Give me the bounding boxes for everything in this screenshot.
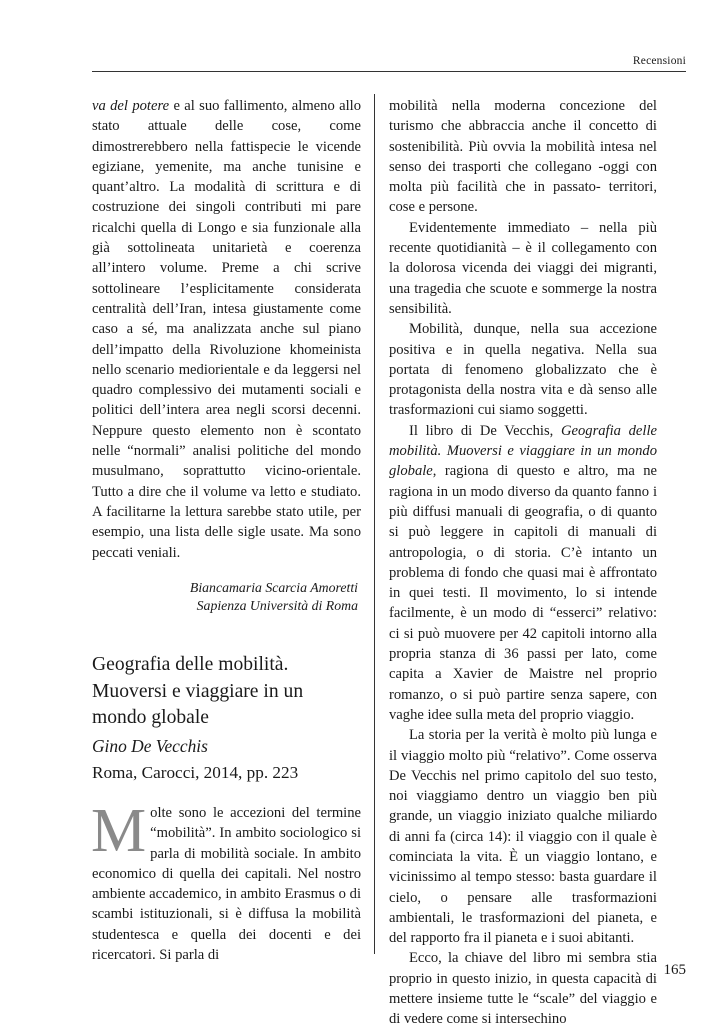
right-paragraph: mobilità nella moderna concezione del turismo che abbraccia anche il concetto di sostenibilità. Più ovvia la mobilità intesa nel senso dei trasporti che collegano -oggi con molta più facilità che in passato- territori, cose e persone. [389,98,657,216]
book-publication: Roma, Carocci, 2014, pp. 223 [92,762,299,782]
book-title-line: Geografia delle mobilità. [92,654,289,675]
review-opening [91,797,361,965]
book-title-inline: Geografia delle mobilità. Muoversi e viaggiare in un mondo globale [389,422,657,480]
review-opening-text: olte sono le accezioni del termine “mobilità”. In ambito sociologico si parla di mobilità sociale. In ambito economico di quella dei capitali. Nel nostro ambiente accademico, in ambito Erasmus o di scambi istituzionali, si è diffusa la mobilità studentesca e quella dei docenti e dei ricercatori. Si parla di [92,805,361,964]
left-paragraph [92,96,361,563]
left-paragraph-text: e al suo fallimento, almeno allo stato attuale delle cose, come dimostrerebbero nella fattispecie le vicende egiziane, yemenite, ma anche tunisine e quant’altro. La modalità di scrittura e di costruzione dei singoli contributi mi pare ricalchi quella di Longo e sia funzionale alla già sottolineata unitarietà e coerenza all’intero volume. Preme a chi scrive sottolineare l’esplicitamente considerata centralità dell’Iran, intesa giustamente come caso a sé, ma analizzata anche sul piano dell’impatto della Rivoluzione khomeinista nello scenario mediorientale e da leggersi nel quadro complessivo dei mutamenti sociali e politici dell’intera area negli scorsi decenni. Neppure questo elemento non è scontato nelle “normali” analisi politiche del mondo musulmano, soprattutto vicino-orientale. Tutto a dire che il volume va letto e studiato. A facilitarne la lettura sarebbe stato utile, per esempio, una lista delle sigle usate. Ma sono peccati veniali. [92,98,361,561]
drop-cap: M [91,797,147,865]
book-title [92,652,372,732]
signature-affiliation: Sapienza Università di Roma [196,598,358,614]
running-header: Recensioni [632,55,686,67]
book-heading [92,652,372,785]
page-number: 165 [663,962,686,978]
p4-before: Il libro di De Vecchis, [409,422,561,439]
header-rule [92,71,686,72]
p4-after: , ragiona di questo e altro, ma ne ragiona in un modo diverso da quanto fanno i più diffusi manuali di geografia, o di quanto si può leggere in capitoli di manuali di antropologia, o di storia. C’è intanto un problema di fondo che quasi mai è affrontato in quei testi. Il movimento, lo si intende facilmente, è un modo di “esserci” relativo: ci si può muovere per 42 capitoli intorno alla propria stanza di 36 passi per lato, come capita a Xavier de Maistre nel proprio romanzo, o si può partire senza sapere, con vaghe idee sulla meta del proprio viaggio. [389,463,657,723]
right-paragraph [389,421,657,725]
book-title-line: Muoversi e viaggiare in un [92,680,304,702]
book-title-line: mondo globale [92,707,209,728]
right-paragraph: Evidentemente immediato – nella più recente quotidianità – è il collegamento con la dolorosa vicenda dei viaggi dei migranti, una tragedia che scuote e sommerge la nostra sensibilità. [389,219,657,317]
right-paragraph: Ecco, la chiave del libro mi sembra stia proprio in questo inizio, in questa capacità di mettere insieme tutte le “scale” del viaggio e di vedere come si intersechino [389,950,657,1028]
lead-italic: va del potere [92,98,170,114]
review-signature [92,579,361,616]
right-paragraph: Mobilità, dunque, nella sua accezione positiva e in quella negativa. Nella sua portata di fenomeno globalizzato che è protagonista della nostra vita e dà senso alle trasformazioni cui siamo soggetti. [389,321,657,419]
signature-name: Biancamaria Scarcia Amoretti [189,579,358,595]
column-divider [374,94,375,954]
book-author: Gino De Vecchis [92,735,208,756]
right-paragraph: La storia per la verità è molto più lunga e il viaggio molto più “relativo”. Come osserva De Vecchis nel primo capitolo del suo testo, noi viaggiamo dentro un viaggio ben più grande, un viaggio iniziato qualche miliardo di anni fa (circa 14): il viaggio con il quale è cominciata la vita. È un viaggio lontano, e vicinissimo al tempo stesso: basta guardare il cielo, o pensare alle trasformazioni ambientali, le trasformazioni del pianeta, e del rapporto fra il pianeta e i suoi abitanti. [389,727,657,947]
right-column [389,96,657,1030]
left-column [92,96,361,616]
